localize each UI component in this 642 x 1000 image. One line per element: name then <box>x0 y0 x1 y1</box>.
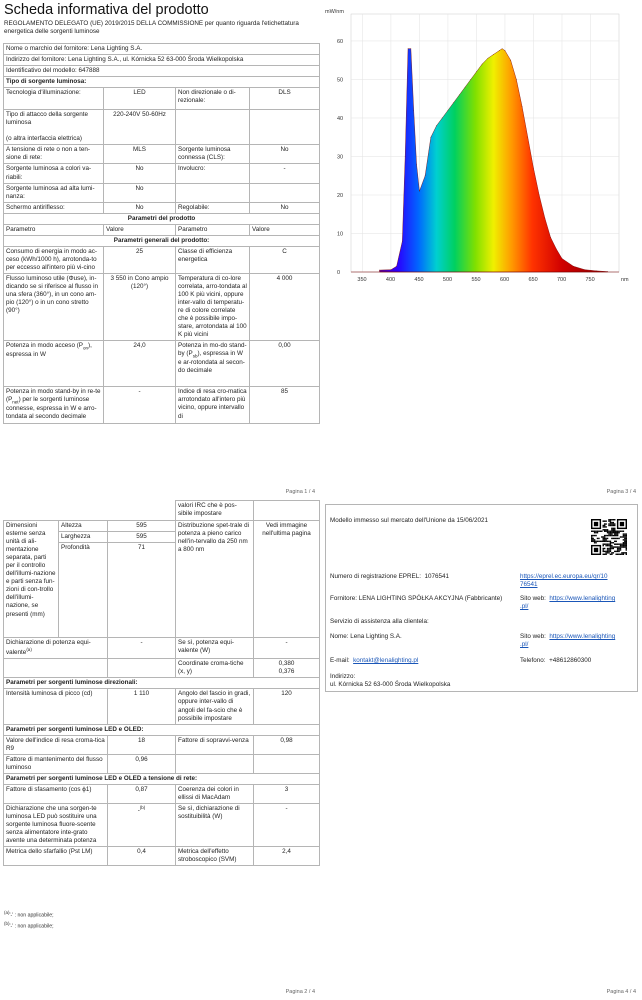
lumen-maint-value: 0,96 <box>108 754 176 773</box>
eprel-row: Numero di registrazione EPREL: 1076541 <box>330 573 450 580</box>
general-header: Parametri generali del prodotto: <box>4 235 320 246</box>
cct-value: 4 000 <box>250 273 320 340</box>
chroma-label: Coordinate croma-tiche (x, y) <box>176 659 254 678</box>
service-website-row[interactable]: Sito web: https://www.lenalighting .pl/ <box>520 633 616 649</box>
qr-code-icon[interactable] <box>591 519 627 555</box>
replace-w-label: Se sì, dichiarazione di sostituibilità (W) <box>176 803 254 846</box>
equiv-label: Dichiarazione di potenza equi-valente$^{(a)}$ <box>4 638 108 659</box>
params-table-cont <box>3 500 320 866</box>
data-point <box>408 48 409 49</box>
colour-value: No <box>104 164 176 183</box>
x-tick-label: 600 <box>499 277 510 283</box>
directional-header: Parametri per sorgenti luminose direzionali: <box>4 678 320 689</box>
data-point <box>545 218 546 219</box>
x-tick-label: 400 <box>385 277 396 283</box>
mains-label: A tensione di rete o non a ten-sione di rete: <box>4 145 104 164</box>
data-point <box>505 50 506 51</box>
eu-market-text: Modello immesso sul mercato dell'Unione da 15/06/2021 <box>330 517 489 524</box>
supplier-name: Nome o marchio del fornitore: Lena Lighting S.A. <box>4 44 320 55</box>
y-axis-label: mW/nm <box>325 9 344 15</box>
strobo-label: Metrica dell'effetto stroboscopico (SVM) <box>176 847 254 866</box>
glare-label: Schermo antiriflesso: <box>4 202 104 213</box>
height-label: Altezza <box>59 521 108 532</box>
page-4 <box>321 500 642 1000</box>
peak-value: 1 110 <box>108 689 176 724</box>
page-3 <box>321 0 642 500</box>
data-point <box>488 58 489 59</box>
data-point <box>416 164 417 165</box>
data-point <box>405 156 406 157</box>
eprel-link[interactable]: https://eprel.ec.europa.eu/qr/10 76541 <box>520 573 608 589</box>
peak-label: Intensità luminosa di picco (cd) <box>4 689 108 724</box>
footnote-b: (b)'-' : non applicabile; <box>4 921 54 930</box>
width-label: Larghezza <box>59 532 108 543</box>
x-tick-label: 550 <box>471 277 481 283</box>
data-point <box>539 195 540 196</box>
data-point <box>411 48 412 49</box>
data-point <box>465 87 466 88</box>
light-source-type-header: Tipo di sorgente luminosa: <box>4 77 320 88</box>
class-label: Classe di efficienza energetica <box>176 246 250 273</box>
energy-value: 25 <box>104 246 176 273</box>
data-point <box>533 168 534 169</box>
dims-label: Dimensioni esterne senza unità di ali-mentazione separata, parti per il controllo dell'illumi-nazione e parti senza fun-zioni di con-trollo dell'illumi-nazione, se presenti (mm) <box>4 521 59 638</box>
spectral-chart <box>321 0 642 290</box>
high-luminance-label: Sorgente luminosa ad alta lumi-nanza: <box>4 183 104 202</box>
y-tick-label: 60 <box>337 38 344 45</box>
regulation-text: REGOLAMENTO DELEGATO (UE) 2019/2015 DELLA COMMISSIONE per quanto riguarda l'etichettatura energetica delle sorgenti luminose <box>4 20 299 36</box>
standby-label: Potenza in mo-do stand-by $(P_{sb})$, espressa in W e ar-rotondata al secon-do decimale <box>176 341 250 387</box>
width-value: 595 <box>108 532 176 543</box>
col-value-2: Valore <box>250 224 320 235</box>
data-point <box>391 269 392 270</box>
replace-label: Dichiarazione che una sorgen-te luminosa LED può sostituire una sorgente luminosa fluore-scente senza alimentatore inte-grato avente una determinata potenza <box>4 803 108 846</box>
cri-value: 85 <box>250 387 320 423</box>
net-standby-value: - <box>104 387 176 423</box>
power-on-label: Potenza in modo acceso $(P_{on})$, espressa in W <box>4 341 104 387</box>
data-point <box>607 271 608 272</box>
data-point <box>556 249 557 250</box>
envelope-value: - <box>250 164 320 183</box>
survival-label: Fattore di sopravvi-venza <box>176 735 254 754</box>
cct-label: Temperatura di co-lore correlata, arro-tondata al 100 K più vicini, oppure inter-vallo di temperatu-re di colore correlate che è possibile impo-stare, arrotondata al 100 K più vicini <box>176 273 250 340</box>
footnote-a: (a)'-' : non applicabile; <box>4 910 54 919</box>
page-number: Pagina 2 / 4 <box>285 989 315 996</box>
cls-value: No <box>250 145 320 164</box>
y-tick-label: 40 <box>337 115 344 122</box>
data-point <box>396 266 397 267</box>
col-value-1: Valore <box>104 224 176 235</box>
col-param-1: Parametro <box>4 224 104 235</box>
lumen-maint-label: Fattore di mantenimento del flusso luminoso <box>4 754 108 773</box>
nondir-value: DLS <box>250 88 320 110</box>
data-point <box>482 64 483 65</box>
x-axis-label: nm <box>621 277 629 283</box>
x-tick-label: 450 <box>414 277 424 283</box>
high-luminance-value: No <box>104 183 176 202</box>
tech-label: Tecnologia d'illuminazione: <box>4 88 104 110</box>
y-tick-label: 50 <box>337 77 344 84</box>
data-point <box>522 106 523 107</box>
envelope-label: Involucro: <box>176 164 250 183</box>
address-label: Indirizzo: <box>330 673 356 680</box>
spd-value: Vedi immagine nell'ultima pagina <box>254 521 320 638</box>
website-row[interactable]: Sito web: https://www.lenalighting .pl/ <box>520 595 616 611</box>
y-tick-label: 0 <box>337 270 341 276</box>
data-point <box>453 102 454 103</box>
cri-label: Indice di resa cro-matica arrotondato all'intero più vicino, oppure intervallo di <box>176 387 250 423</box>
flux-value: 3 550 in Cono ampio (120°) <box>104 273 176 340</box>
nondir-label: Non direzionale o di-rezionale: <box>176 88 250 110</box>
led-header: Parametri per sorgenti luminose LED e OLED: <box>4 724 320 735</box>
equiv-value: - <box>108 638 176 659</box>
model-id: Identificativo del modello: 647888 <box>4 66 320 77</box>
data-point <box>425 175 426 176</box>
energy-label: Consumo di energia in modo ac-ceso (kWh/1000 h), arrotonda-to per eccesso all'intero più vi-cino <box>4 246 104 273</box>
beam-label: Angolo del fascio in gradi, oppure inter-vallo di angoli del fa-scio che è possibile impostare <box>176 689 254 724</box>
pf-label: Fattore di sfasamento (cos ϕ1) <box>4 784 108 803</box>
strobo-value: 2,4 <box>254 847 320 866</box>
x-tick-label: 700 <box>556 277 567 283</box>
cap-value: 220-240V 50-60Hz <box>104 110 176 145</box>
data-point <box>493 54 494 55</box>
x-tick-label: 750 <box>585 277 595 283</box>
data-point <box>470 79 471 80</box>
col-param-2: Parametro <box>176 224 250 235</box>
data-point <box>379 270 380 271</box>
address-value: ul. Kórnicka 52 63-000 Środa Wielkopolska <box>330 681 451 688</box>
data-point <box>431 137 432 138</box>
data-point <box>562 258 563 259</box>
data-point <box>550 237 551 238</box>
replace-value: -$^{(b)}$ <box>108 803 176 846</box>
macadam-label: Coerenza dei colori in ellissi di MacAdam <box>176 784 254 803</box>
data-point <box>459 95 460 96</box>
page-number: Pagina 1 / 4 <box>285 489 315 496</box>
cri-cont: valori IRC che è pos-sibile impostare <box>176 501 254 521</box>
height-value: 595 <box>108 521 176 532</box>
replace-w-value: - <box>254 803 320 846</box>
data-point <box>476 71 477 72</box>
data-point <box>413 110 414 111</box>
data-point <box>573 266 574 267</box>
data-point <box>596 271 597 272</box>
dimmable-label: Regolabile: <box>176 202 250 213</box>
supplier-info-box <box>325 504 638 692</box>
x-tick-label: 500 <box>442 277 453 283</box>
data-point <box>499 50 500 51</box>
data-point <box>510 60 511 61</box>
mains-value: MLS <box>104 145 176 164</box>
chroma-value: 0,380 0,376 <box>254 659 320 678</box>
macadam-value: 3 <box>254 784 320 803</box>
data-point <box>502 48 503 49</box>
flux-label: Flusso luminoso utile (Φuse), in-dicando se si riferisce al flusso in una sfera (360°), in un cono am-pio (120°) o in un cono stretto (90°) <box>4 273 104 340</box>
spd-label: Distribuzione spet-trale di potenza a pieno carico nell'in-tervallo da 250 nm a 800 nm <box>176 521 254 638</box>
data-point <box>436 125 437 126</box>
pf-value: 0,87 <box>108 784 176 803</box>
data-point <box>419 191 420 192</box>
supplier-address: Indirizzo del fornitore: Lena Lighting S.A., ul. Kórnicka 52 63-000 Środa Wielkopolska <box>4 55 320 66</box>
info-table <box>3 43 320 424</box>
equiv-w-label: Se sì, potenza equi-valente (W) <box>176 638 254 659</box>
service-label: Servizio di assistenza alla clientela: <box>330 618 429 625</box>
page-number: Pagina 4 / 4 <box>606 989 636 996</box>
y-tick-label: 10 <box>337 231 344 238</box>
mains-led-header: Parametri per sorgenti luminose LED e OLED a tensione di rete: <box>4 773 320 784</box>
data-point <box>584 269 585 270</box>
page-2 <box>0 500 321 1000</box>
supplier-text: Fornitore: LENA LIGHTING SPÓŁKA AKCYJNA (Fabbricante) <box>330 595 503 602</box>
y-tick-label: 20 <box>337 192 344 199</box>
data-point <box>448 110 449 111</box>
phone-row: Telefono: +48612860300 <box>520 657 592 664</box>
cls-label: Sorgente luminosa connessa (CLS): <box>176 145 250 164</box>
page-number: Pagina 3 / 4 <box>606 489 636 496</box>
equiv-w-value: - <box>254 638 320 659</box>
page-1 <box>0 0 321 500</box>
class-value: C <box>250 246 320 273</box>
service-name: Nome: Lena Lighting S.A. <box>330 633 402 640</box>
x-tick-label: 650 <box>528 277 538 283</box>
tech-value: LED <box>104 88 176 110</box>
flicker-value: 0,4 <box>108 847 176 866</box>
data-point <box>402 241 403 242</box>
cap-label: Tipo di attacco della sorgente luminosa (o altra interfaccia elettrica) <box>4 110 104 145</box>
power-on-value: 24,0 <box>104 341 176 387</box>
survival-value: 0,98 <box>254 735 320 754</box>
depth-label: Profondità <box>59 543 108 638</box>
data-point <box>527 137 528 138</box>
params-header: Parametri del prodotto <box>4 213 320 224</box>
data-point <box>442 118 443 119</box>
colour-label: Sorgente luminosa a colori va-riabili: <box>4 164 104 183</box>
page-title: Scheda informativa del prodotto <box>4 2 209 18</box>
standby-value: 0,00 <box>250 341 320 387</box>
glare-value: No <box>104 202 176 213</box>
email-row[interactable]: E-mail: kontakt@lenalighting.pl <box>330 657 419 664</box>
beam-value: 120 <box>254 689 320 724</box>
data-point <box>516 79 517 80</box>
y-tick-label: 30 <box>337 154 344 161</box>
r9-label: Valore dell'indice di resa croma-tica R9 <box>4 735 108 754</box>
x-tick-label: 350 <box>357 277 367 283</box>
r9-value: 18 <box>108 735 176 754</box>
depth-value: 71 <box>108 543 176 638</box>
flicker-label: Metrica dello sfarfallio (Pst LM) <box>4 847 108 866</box>
net-standby-label: Potenza in modo stand-by in re-te $(P_{net})$ per le sorgenti luminose connesse, espressa in W e arro-tondata al secondo decimale <box>4 387 104 423</box>
dimmable-value: No <box>250 202 320 213</box>
